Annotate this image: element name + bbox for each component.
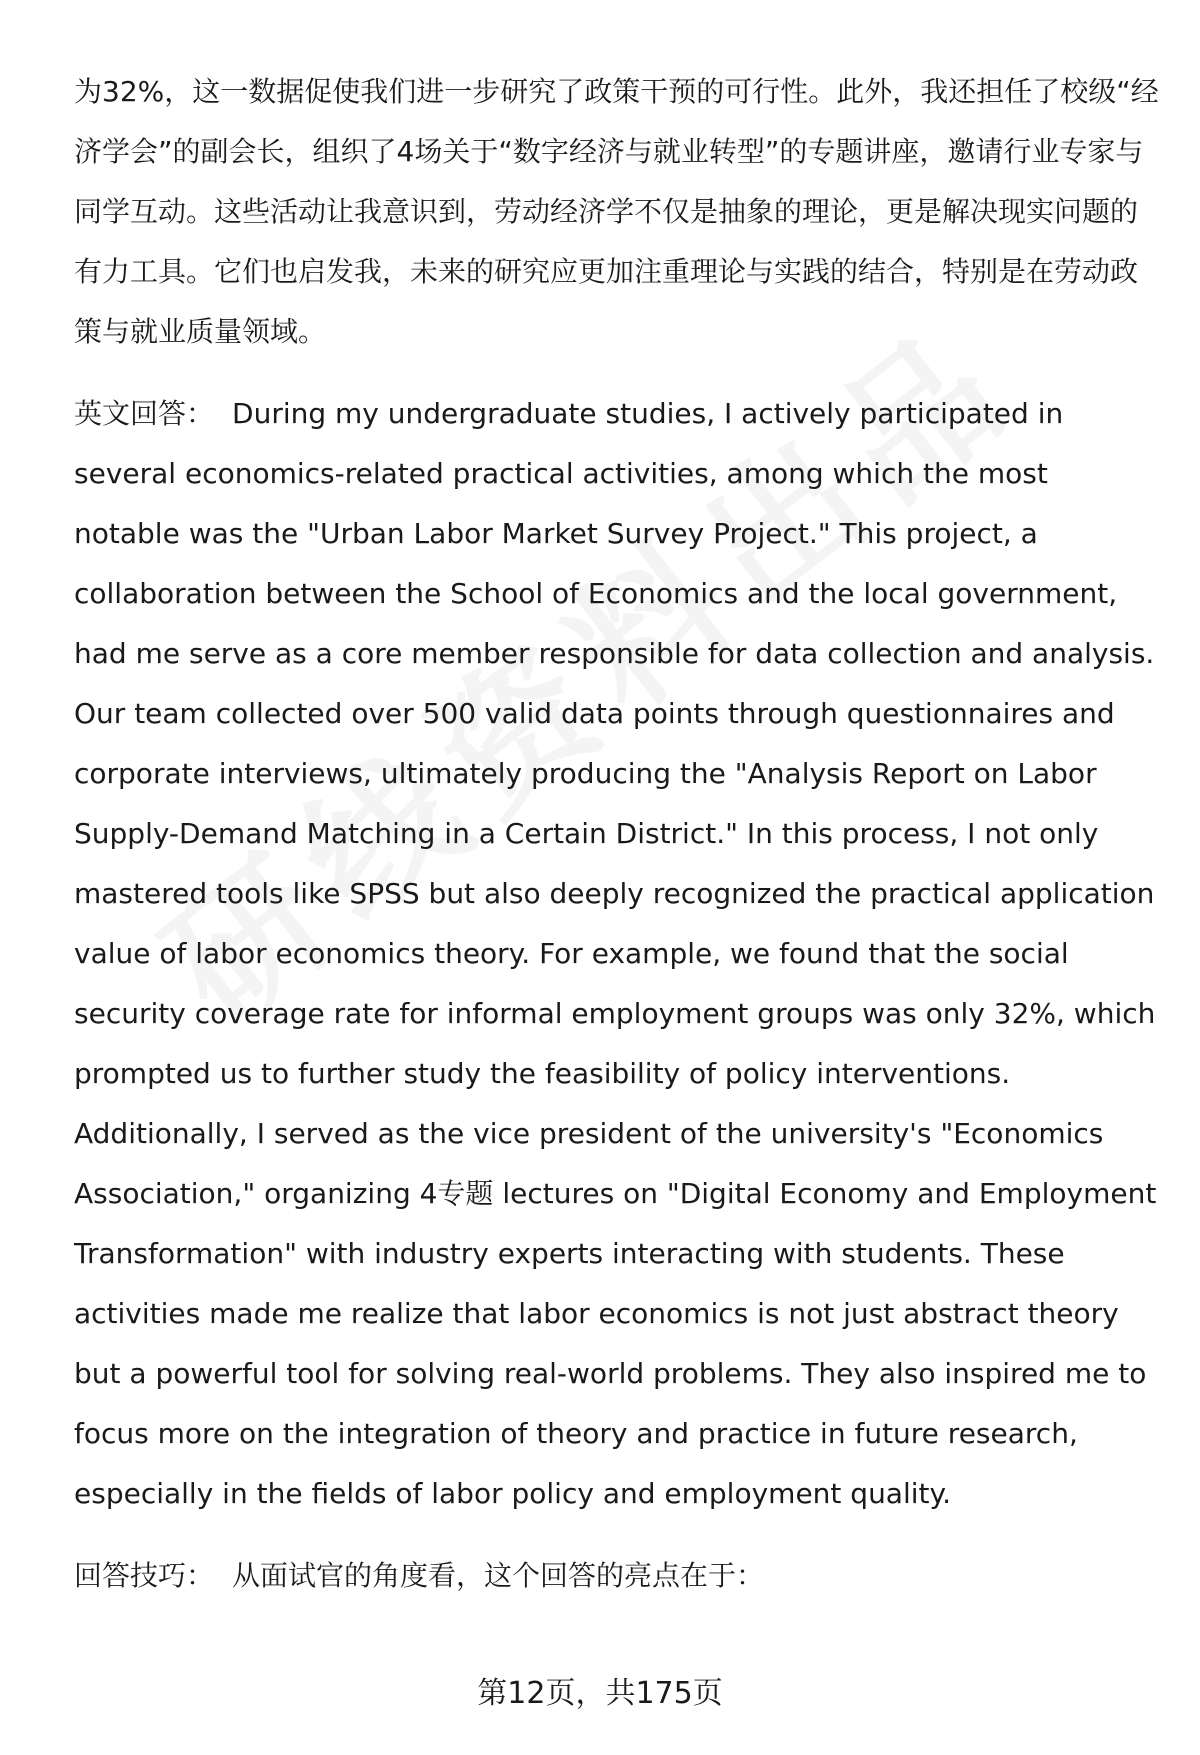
answer-tips-label: 回答技巧： — [74, 1559, 215, 1592]
answer-tips-paragraph — [74, 1546, 1160, 1606]
page-number-footer: 第12页，共175页 — [477, 1676, 723, 1711]
chinese-paragraph-continued: 为32%，这一数据促使我们进一步研究了政策干预的可行性。此外，我还担任了校级“经济学会”的副会长，组织了4场关于“数字经济与就业转型”的专题讲座，邀请行业专家与同学互动。这些活动让我意识到，劳动经济学不仅是抽象的理论，更是解决现实问题的有力工具。它们也启发我，未来的研究应更加注重理论与实践的结合，特别是在劳动政策与就业质量领域。 — [74, 75, 1159, 348]
answer-tips-text: 从面试官的角度看，这个回答的亮点在于： — [232, 1559, 765, 1592]
english-answer-paragraph — [74, 384, 1160, 1524]
page-content — [74, 62, 1160, 1606]
english-answer-label: 英文回答： — [74, 397, 215, 430]
english-answer-text: During my undergraduate studies, I actively participated in several economics-related practical activities, among which the most notable was the "Urban Labor Market Survey Project." This project, a collaboration between the School of Economics and the local government, had me serve as a core member responsible for data collection and analysis. Our team collected over 500 valid data points through questionnaires and corporate interviews, ultimately producing the "Analysis Report on Labor Supply-Demand Matching in a Certain District." In this process, I not only mastered tools like SPSS but also deeply recognized the practical application value of labor economics theory. For example, we found that the social security coverage rate for informal employment groups was only 32%, which prompted us to further study the feasibility of policy interventions. Additionally, I served as the vice president of the university's "Economics Association," organizing 4专题 lectures on "Digital Economy and Employment Transformation" with industry experts interacting with students. These activities made me realize that labor economics is not just abstract theory but a powerful tool for solving real-world problems. They also inspired me to focus more on the integration of theory and practice in future research, especially in the fields of labor policy and employment quality. — [74, 397, 1157, 1510]
